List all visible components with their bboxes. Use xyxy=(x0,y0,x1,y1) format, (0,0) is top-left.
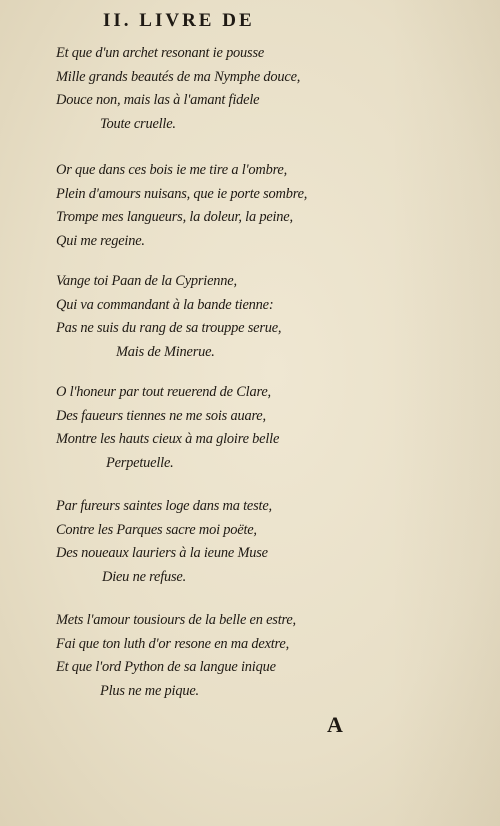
verse-line-short: Perpetuelle. xyxy=(106,454,174,471)
verse-line: Et que d'un archet resonant ie pousse xyxy=(56,45,265,61)
stanza xyxy=(56,159,356,270)
poem xyxy=(56,42,356,703)
verse-line: Et que l'ord Python de sa langue inique xyxy=(56,659,276,675)
verse-line-short: Mais de Minerue. xyxy=(116,343,215,360)
stanza xyxy=(56,609,356,703)
verse-line: Par fureurs saintes loge dans ma teste, xyxy=(56,498,272,514)
verse-line-short: Qui me regeine. xyxy=(56,232,145,249)
verse-line: Contre les Parques sacre moi poëte, xyxy=(56,521,257,538)
verse-line: Mille grands beautés de ma Nymphe douce, xyxy=(56,68,301,85)
page-shading xyxy=(390,0,500,826)
verse-line: Des noueaux lauriers à la ieune Muse xyxy=(56,545,268,561)
verse-line: Vange toi Paan de la Cyprienne, xyxy=(56,273,237,289)
verse-line: O l'honeur par tout reuerend de Clare, xyxy=(56,384,271,400)
verse-line-short: Plus ne me pique. xyxy=(100,682,199,699)
stanza xyxy=(56,381,356,495)
verse-line: Pas ne suis du rang de sa trouppe serue, xyxy=(56,320,282,336)
verse-line: Montre les hauts cieux à ma gloire belle xyxy=(56,431,280,447)
verse-line: Fai que ton luth d'or resone en ma dextre, xyxy=(56,635,290,652)
verse-line: Trompe mes langueurs, la doleur, la peine, xyxy=(56,209,293,225)
verse-line: Mets l'amour tousiours de la belle en estre, xyxy=(56,612,296,628)
running-header: II. LIVRE DE xyxy=(103,10,255,31)
verse-line: Or que dans ces bois ie me tire a l'ombre, xyxy=(56,162,288,178)
verse-line-short: Toute cruelle. xyxy=(100,115,176,132)
verse-line: Des faueurs tiennes ne me sois auare, xyxy=(56,407,266,424)
signature-mark: A xyxy=(327,712,343,737)
stanza xyxy=(56,495,356,609)
verse-line: Plein d'amours nuisans, que ie porte sombre, xyxy=(56,185,308,202)
verse-line: Qui va commandant à la bande tienne: xyxy=(56,296,274,313)
stanza xyxy=(56,42,356,159)
verse-line-short: Dieu ne refuse. xyxy=(102,568,186,585)
stanza xyxy=(56,270,356,381)
verse-line: Douce non, mais las à l'amant fidele xyxy=(56,92,260,108)
